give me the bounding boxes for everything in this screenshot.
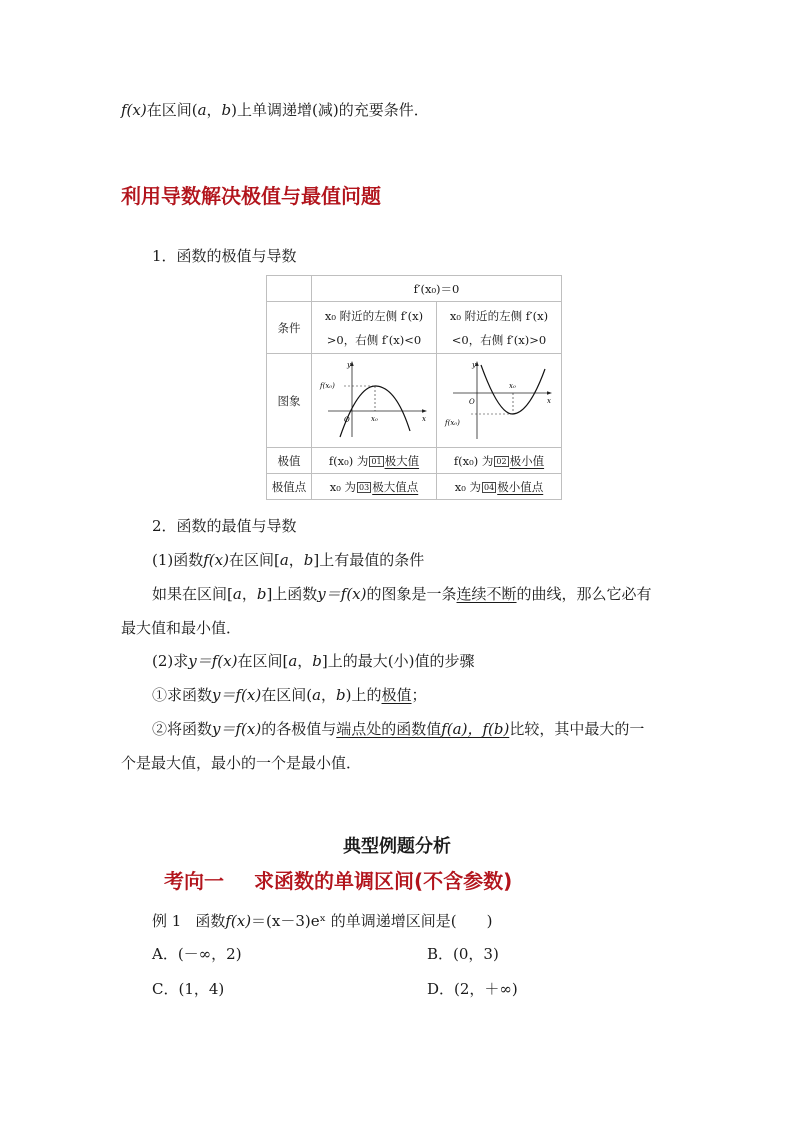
text: x₀ 附近的左侧 f′(x) — [324, 308, 424, 323]
label-extremum: 极值 — [267, 448, 312, 474]
item2-1-body-line1 — [152, 584, 652, 604]
x-label: x — [547, 397, 551, 405]
example-1 — [152, 911, 492, 931]
text: 的曲线，那么它必有 — [516, 585, 652, 603]
var-a: a — [288, 652, 298, 670]
var-b: b — [303, 551, 314, 569]
item2-1-body-line2: 最大值和最小值． — [121, 619, 242, 637]
option-a: A．(－∞，2) — [152, 945, 242, 963]
text: ②将函数 — [152, 720, 213, 738]
text: ； — [411, 686, 427, 704]
step-1 — [152, 685, 427, 705]
answer: 连续不断 — [456, 585, 517, 603]
answer: 极大值 — [384, 453, 420, 468]
point-min — [437, 474, 562, 500]
text: 的图象是一条 — [366, 585, 457, 603]
extremum-table — [266, 275, 562, 500]
text: 在区间[ — [228, 551, 280, 569]
fx-expr: f(x) — [225, 912, 252, 930]
condition-left — [312, 302, 437, 354]
y-label: y — [472, 361, 476, 369]
intro-line — [121, 100, 429, 120]
text: 比较，其中最大的一 — [509, 720, 645, 738]
x0-label: x₀ — [371, 415, 378, 423]
yfx-expr: y＝f(x) — [212, 720, 262, 738]
section-heading: 利用导数解决极值与最值问题 — [121, 184, 381, 208]
direction-title — [164, 865, 512, 894]
concave-curve — [340, 386, 410, 437]
answer: 端点处的函数值 — [336, 720, 442, 738]
fx0-label: f(x₀) — [320, 382, 335, 390]
text: )上的 — [345, 686, 382, 704]
text: ＝(x－3)eˣ 的单调递增区间是( ) — [251, 912, 493, 930]
step-2-line1 — [152, 719, 644, 739]
var-b: b — [336, 686, 346, 704]
direction-topic: 求函数的单调区间(不含参数) — [254, 869, 513, 893]
text: 的各极值与 — [261, 720, 337, 738]
option-b: B．(0，3) — [427, 945, 499, 963]
blank-box: 03 — [359, 482, 370, 492]
text: 在区间( — [146, 101, 198, 119]
text: <0，右侧 f′(x)>0 — [451, 332, 547, 347]
point-max — [312, 474, 437, 500]
text: ， — [288, 551, 304, 569]
text: (1)函数 — [152, 551, 204, 569]
origin-label: O — [469, 398, 475, 406]
x-label: x — [422, 415, 426, 423]
text: 在区间[ — [237, 652, 289, 670]
text: ]上函数 — [266, 585, 318, 603]
direction-number: 考向一 — [164, 869, 224, 893]
var-b: b — [312, 652, 322, 670]
value-min — [437, 448, 562, 474]
answer: 极大值点 — [372, 479, 419, 494]
examples-title: 典型例题分析 — [343, 836, 451, 857]
text: 在区间( — [261, 686, 313, 704]
text: ]上有最值的条件 — [313, 551, 425, 569]
text: f(x₀) 为 — [453, 453, 494, 468]
table-header: f′(x₀)＝0 — [312, 276, 562, 302]
option-d: D．(2，＋∞) — [427, 980, 518, 998]
yfx-expr: y＝f(x) — [317, 585, 367, 603]
var-b: b — [256, 585, 267, 603]
text: x₀ 为 — [454, 479, 482, 494]
text: f(x₀) 为 — [328, 453, 369, 468]
x0-label: x₀ — [509, 382, 516, 390]
origin-label: O — [344, 416, 350, 424]
text: 如果在区间[ — [152, 585, 233, 603]
maximum-graph — [318, 357, 430, 441]
fx-expr: f(x) — [203, 551, 229, 569]
yfx-expr: y＝f(x) — [212, 686, 262, 704]
blank-box: 02 — [496, 456, 507, 466]
item2-title: 2．函数的最值与导数 — [152, 517, 297, 535]
condition-right — [437, 302, 562, 354]
var-b: b — [221, 101, 232, 119]
label-graph: 图象 — [267, 354, 312, 448]
var-a: a — [312, 686, 322, 704]
var-a: a — [279, 551, 289, 569]
fx0-label: f(x₀) — [445, 419, 460, 427]
text: ， — [206, 101, 222, 119]
label-extremum-point: 极值点 — [267, 474, 312, 500]
item2-1 — [152, 550, 424, 570]
table-corner — [267, 276, 312, 302]
text: 函数 — [195, 912, 226, 930]
y-label: y — [347, 361, 351, 369]
text: ①求函数 — [152, 686, 213, 704]
var-a: a — [232, 585, 242, 603]
item2-2 — [152, 651, 474, 671]
text: (2)求 — [152, 652, 189, 670]
graph-max-cell — [312, 354, 437, 448]
option-c: C．(1，4) — [152, 980, 225, 998]
yfx-expr: y＝f(x) — [188, 652, 238, 670]
answer-endpoints: f(a)，f(b) — [441, 720, 510, 738]
blank-box: 04 — [484, 482, 495, 492]
step-2-line2: 个是最大值，最小的一个是最小值． — [121, 754, 362, 772]
text: >0，右侧 f′(x)<0 — [326, 332, 422, 347]
value-max — [312, 448, 437, 474]
item1-title: 1．函数的极值与导数 — [152, 247, 297, 265]
text: ]上的最大(小)值的步骤 — [321, 652, 475, 670]
answer: 极小值点 — [497, 479, 544, 494]
label-condition: 条件 — [267, 302, 312, 354]
fx-expr: f(x) — [121, 101, 147, 119]
text: ， — [321, 686, 337, 704]
minimum-graph — [443, 357, 555, 441]
var-a: a — [197, 101, 207, 119]
text: x₀ 为 — [329, 479, 357, 494]
graph-min-cell — [437, 354, 562, 448]
text: ， — [241, 585, 257, 603]
answer: 极值 — [381, 686, 412, 704]
blank-box: 01 — [371, 456, 382, 466]
text: ， — [297, 652, 313, 670]
text: )上单调递增(减)的充要条件． — [231, 101, 429, 119]
answer: 极小值 — [509, 453, 545, 468]
text: x₀ 附近的左侧 f′(x) — [449, 308, 549, 323]
example-label: 例 1 — [152, 912, 182, 930]
